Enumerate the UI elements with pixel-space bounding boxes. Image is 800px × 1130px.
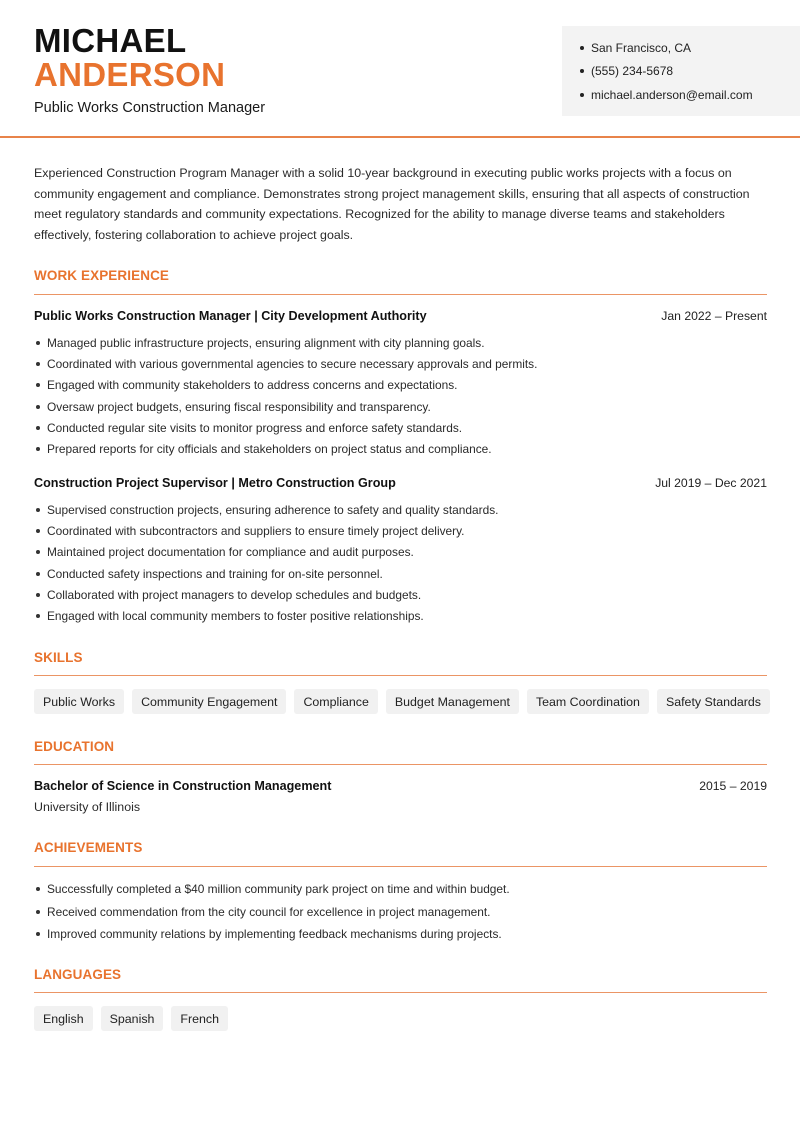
location-text: San Francisco, CA: [591, 40, 692, 55]
education-dates: 2015 – 2019: [699, 779, 767, 793]
contact-box: [562, 26, 800, 116]
bullet-text: Successfully completed a $40 million community park project on time and within budget.: [47, 882, 510, 897]
bullet-text: Supervised construction projects, ensuring adherence to safety and quality standards.: [47, 502, 499, 517]
section-divider: [34, 764, 767, 765]
work-experience-heading: WORK EXPERIENCE: [34, 268, 170, 283]
job-title-line: Construction Project Supervisor | Metro Construction Group: [34, 476, 396, 490]
bullet-icon: [36, 426, 40, 430]
bullet-text: Coordinated with various governmental agencies to secure necessary approvals and permits.: [47, 356, 538, 371]
education-heading: EDUCATION: [34, 739, 115, 754]
contact-email[interactable]: [580, 83, 800, 107]
bullet-text: Maintained project documentation for compliance and audit purposes.: [47, 545, 414, 560]
section-divider: [34, 992, 767, 993]
list-item: [36, 520, 766, 541]
bullet-text: Managed public infrastructure projects, ensuring alignment with city planning goals.: [47, 335, 485, 350]
degree-name: Bachelor of Science in Construction Management: [34, 779, 332, 793]
bullet-text: Engaged with local community members to foster positive relationships.: [47, 609, 424, 624]
job-header: [34, 476, 767, 490]
list-item: [36, 584, 766, 605]
list-item: [36, 563, 766, 584]
language-chip: French: [171, 1006, 228, 1031]
skill-chip: Safety Standards: [657, 689, 770, 714]
job-header: [34, 309, 767, 323]
achievements-heading: ACHIEVEMENTS: [34, 840, 143, 855]
list-item: [36, 499, 766, 520]
last-name: ANDERSON: [34, 56, 226, 93]
list-item: [36, 438, 766, 459]
skill-chip: Team Coordination: [527, 689, 649, 714]
first-name: MICHAEL: [34, 22, 187, 59]
bullet-icon: [36, 593, 40, 597]
bullet-icon: [36, 614, 40, 618]
section-divider: [34, 675, 767, 676]
list-item: [36, 417, 766, 438]
skill-chip: Public Works: [34, 689, 124, 714]
resume-header: [0, 0, 800, 138]
languages-list: [34, 1006, 228, 1031]
summary-paragraph: Experienced Construction Program Manager with a solid 10-year background in executing public works projects with a focus on community engagement and compliance. Demonstrates strong project management skills, ensuring that all aspects of construction meet regulatory standards and community expectations. Recognized for the ability to manage diverse teams and stakeholders effectively, fostering collaboration to achieve project goals.: [34, 166, 750, 242]
job-bullets: [36, 499, 766, 627]
achievements-list: [36, 878, 766, 946]
bullet-icon: [36, 341, 40, 345]
bullet-icon: [580, 69, 584, 73]
bullet-icon: [36, 447, 40, 451]
bullet-text: Received commendation from the city council for excellence in project management.: [47, 904, 491, 919]
phone-text: (555) 234-5678: [591, 64, 674, 79]
job-bullets: [36, 332, 766, 460]
language-chip: English: [34, 1006, 93, 1031]
bullet-text: Collaborated with project managers to develop schedules and budgets.: [47, 587, 422, 602]
bullet-text: Engaged with community stakeholders to address concerns and expectations.: [47, 378, 458, 393]
contact-phone: [580, 60, 800, 84]
skills-heading: SKILLS: [34, 650, 83, 665]
email-text[interactable]: michael.anderson@email.com: [591, 87, 753, 102]
bullet-text: Conducted regular site visits to monitor progress and enforce safety standards.: [47, 420, 463, 435]
language-chip: Spanish: [101, 1006, 164, 1031]
skills-list: [34, 689, 770, 714]
list-item: [36, 396, 766, 417]
skill-chip: Community Engagement: [132, 689, 286, 714]
list-item: [36, 542, 766, 563]
bullet-text: Prepared reports for city officials and stakeholders on project status and compliance.: [47, 442, 492, 457]
bullet-icon: [36, 887, 40, 891]
section-divider: [34, 294, 767, 295]
skill-chip: Compliance: [294, 689, 377, 714]
bullet-text: Conducted safety inspections and training for on-site personnel.: [47, 566, 383, 581]
skill-chip: Budget Management: [386, 689, 519, 714]
job-dates: Jan 2022 – Present: [661, 309, 767, 323]
list-item: [36, 878, 766, 901]
bullet-icon: [36, 383, 40, 387]
bullet-icon: [580, 93, 584, 97]
list-item: [36, 923, 766, 946]
list-item: [36, 332, 766, 353]
list-item: [36, 605, 766, 626]
bullet-icon: [36, 572, 40, 576]
list-item: [36, 375, 766, 396]
bullet-icon: [36, 932, 40, 936]
education-header: [34, 779, 767, 793]
bullet-icon: [36, 405, 40, 409]
languages-heading: LANGUAGES: [34, 967, 122, 982]
job-title-line: Public Works Construction Manager | City Development Authority: [34, 309, 427, 323]
job-dates: Jul 2019 – Dec 2021: [655, 476, 767, 490]
bullet-icon: [36, 529, 40, 533]
list-item: [36, 353, 766, 374]
bullet-icon: [36, 508, 40, 512]
bullet-text: Improved community relations by implementing feedback mechanisms during projects.: [47, 927, 502, 942]
job-title: Public Works Construction Manager: [34, 100, 266, 116]
bullet-text: Coordinated with subcontractors and suppliers to ensure timely project delivery.: [47, 523, 465, 538]
bullet-text: Oversaw project budgets, ensuring fiscal responsibility and transparency.: [47, 399, 431, 414]
bullet-icon: [36, 910, 40, 914]
bullet-icon: [580, 46, 584, 50]
bullet-icon: [36, 362, 40, 366]
contact-location: [580, 36, 800, 60]
bullet-icon: [36, 550, 40, 554]
school-name: University of Illinois: [34, 800, 141, 814]
list-item: [36, 901, 766, 924]
section-divider: [34, 866, 767, 867]
